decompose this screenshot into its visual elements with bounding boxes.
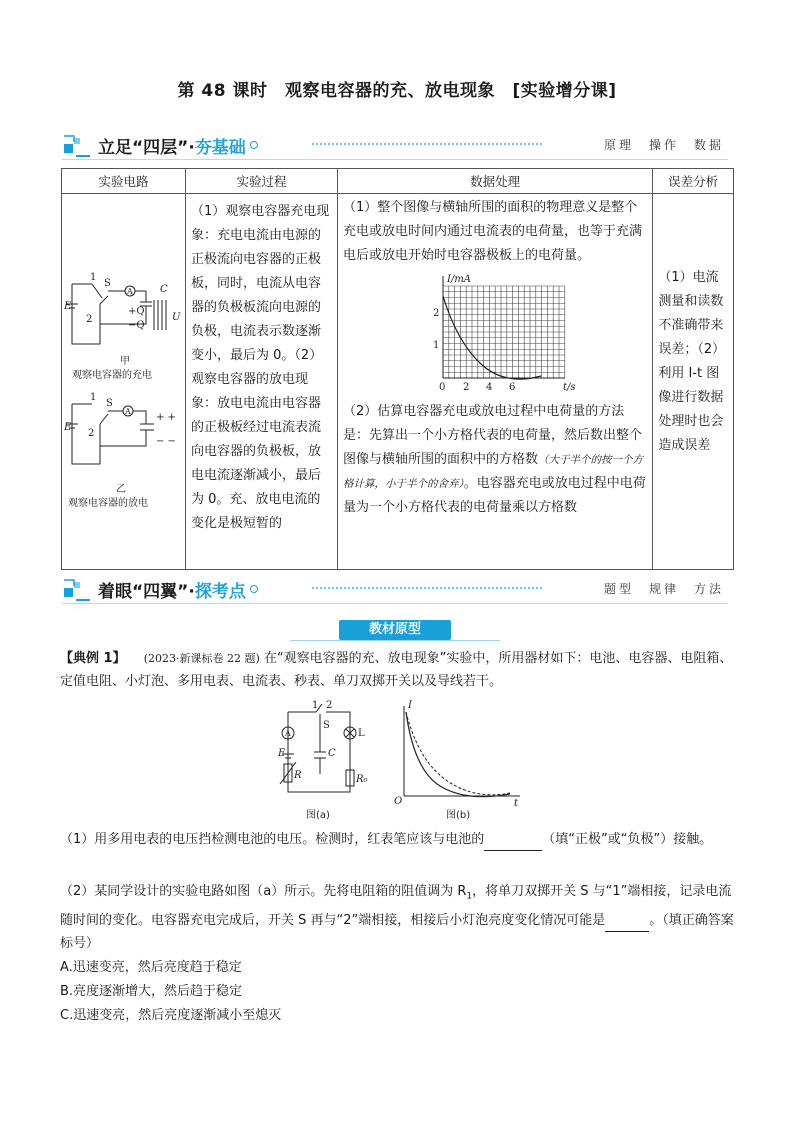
circuit2-caption: 观察电容器的放电: [68, 498, 148, 509]
svg-text:S: S: [106, 398, 113, 409]
svg-text:R: R: [294, 770, 302, 781]
experiment-table: [61, 168, 734, 570]
svg-text:A: A: [125, 407, 131, 416]
example-figures: [270, 700, 530, 824]
section-marker-icon: [62, 576, 92, 602]
data-text-1: （1）整个图像与横轴所围的面积的物理意义是整个充电或放电时间内通过电流表的电荷量，也等于充满电后或放电开始时电容器极板上的电荷量。: [342, 200, 642, 263]
svg-text:2: 2: [88, 428, 95, 439]
circuit1-sub: 甲: [120, 356, 130, 367]
svg-text:− −: − −: [156, 436, 176, 447]
current-curve-solid: [406, 712, 510, 797]
col-header: 实验过程: [186, 169, 338, 194]
section-title: 立足“四层”·夯基础: [98, 137, 246, 158]
svg-text:1: 1: [90, 272, 97, 283]
col-header: 数据处理: [337, 169, 652, 194]
example-text: 在“观察电容器的充、放电现象”实验中，所用器材如下：电池、电容器、电阻箱、定值电阻、小灯泡、多用电表、电流表、秒表、单刀双掷开关以及导线若干。: [60, 651, 733, 689]
section-underline: [62, 603, 728, 604]
section-header-basics: [62, 132, 728, 162]
example-label: 【典例 1】: [60, 651, 126, 666]
option-a: A.迅速变亮，然后亮度趋于稳定: [60, 960, 242, 975]
xtick: 2: [462, 382, 470, 393]
option-c: C.迅速变亮，然后亮度逐渐减小至熄灭: [60, 1008, 282, 1023]
svg-text:1: 1: [90, 392, 97, 403]
table-row: [62, 194, 734, 570]
svg-text:S: S: [104, 278, 111, 289]
example-source: (2023·新课标卷 22 题): [143, 652, 260, 665]
textbook-prototype-badge: 教材原型: [339, 620, 451, 640]
dotted-divider: [312, 143, 542, 145]
section-header-exam: [62, 576, 728, 606]
svg-text:O: O: [394, 796, 403, 807]
circuit1-caption: 观察电容器的充电: [72, 370, 152, 381]
svg-text:−Q: −Q: [128, 320, 145, 331]
section-dot-icon: [250, 141, 258, 149]
svg-text:E: E: [278, 748, 286, 759]
svg-text:L: L: [358, 728, 365, 739]
current-curve-dashed: [406, 712, 510, 795]
question-1: （1）用多用电表的电压挡检测电池的电压。检测时，红表笔应该与电池的 （填“正极”或“负极”）接触。: [60, 828, 736, 851]
it-graph: [421, 272, 581, 394]
option-b: B.亮度逐渐增大，然后趋于稳定: [60, 984, 243, 999]
circuit2-sub: 乙: [116, 484, 126, 495]
circuit-cell: [62, 194, 186, 570]
svg-text:+Q: +Q: [128, 306, 145, 317]
xtick: 0: [438, 382, 446, 393]
graph-xlabel: t/s: [562, 382, 576, 393]
error-text: （1）电流测量和读数不准确带来误差；（2）利用 I-t 图像进行数据处理时也会造成误差: [658, 270, 726, 453]
answer-blank-2[interactable]: [605, 931, 649, 932]
circuit-diagrams: [62, 264, 186, 554]
fig-b-caption: 图(b): [446, 810, 471, 821]
svg-text:C: C: [328, 748, 336, 759]
fig-a-caption: 图(a): [306, 810, 330, 821]
process-cell: [186, 194, 338, 570]
xtick: 4: [485, 382, 493, 393]
error-cell: [653, 194, 734, 570]
svg-text:U: U: [172, 312, 181, 323]
section-tags: 题型 规律 方法: [603, 582, 724, 596]
svg-text:2: 2: [326, 700, 333, 711]
answer-blank-1[interactable]: [484, 850, 542, 851]
svg-text:S: S: [323, 720, 330, 731]
svg-text:t: t: [514, 798, 519, 809]
question-2: （2）某同学设计的实验电路如图（a）所示。先将电阻箱的阻值调为 $R_1$，将单刀双掷开关 S 与“1”端相接，记录电流随时间的变化。电容器充电完成后，开关 S 再与“2”端相接，相接后小灯泡亮度变化情况可能是 。（填正确答案标号）: [60, 884, 734, 951]
section-title: 着眼“四翼”·探考点: [98, 581, 246, 602]
data-cell: [337, 194, 652, 570]
svg-text:1: 1: [312, 700, 319, 711]
svg-text:+ +: + +: [156, 412, 176, 423]
svg-text:C: C: [160, 284, 168, 295]
section-tags: 原理 操作 数据: [603, 138, 724, 152]
process-text: （1）观察电容器充电现象：充电电流由电源的正极流向电容器的正极板，同时，电流从电容器的负极板流向电源的负极，电流表示数逐渐变小，最后为 0。（2）观察电容器的放电现象：放电电流由电容器的正极板经过电流表流向电容器的负极板，放电电流逐渐减小，最后为 0。充、放电电流的变化是极短暂的: [191, 204, 330, 531]
graph-ylabel: I/mA: [446, 274, 471, 285]
badge-underline: [290, 640, 500, 641]
svg-text:2: 2: [86, 314, 93, 325]
example-intro: [60, 647, 736, 693]
xtick: 6: [508, 382, 516, 393]
svg-text:E: E: [64, 301, 72, 312]
dotted-divider: [312, 587, 542, 589]
svg-text:I: I: [408, 700, 412, 711]
svg-text:E: E: [64, 422, 72, 433]
svg-text:R₀: R₀: [356, 774, 368, 785]
section-underline: [62, 159, 728, 160]
svg-text:A: A: [127, 287, 133, 296]
data-text-2: （2）估算电容器充电或放电过程中电荷量的方法是：先算出一个小方格代表的电荷量，然后数出整个图像与横轴所围的面积中的方格数（大于半个的按一个方格计算，小于半个的舍弃）。电容器充电或放电过程中电荷量为一个小方格代表的电荷量乘以方格数: [342, 404, 646, 515]
col-header: 实验电路: [62, 169, 186, 194]
ytick: 2: [432, 308, 440, 319]
ytick: 1: [432, 340, 440, 351]
section-dot-icon: [250, 585, 258, 593]
svg-text:A: A: [285, 729, 291, 738]
section-marker-icon: [62, 132, 92, 158]
col-header: 误差分析: [653, 169, 734, 194]
page-title: 第 48 课时 观察电容器的充、放电现象 [实验增分课]: [177, 81, 617, 101]
table-header-row: [62, 169, 734, 194]
